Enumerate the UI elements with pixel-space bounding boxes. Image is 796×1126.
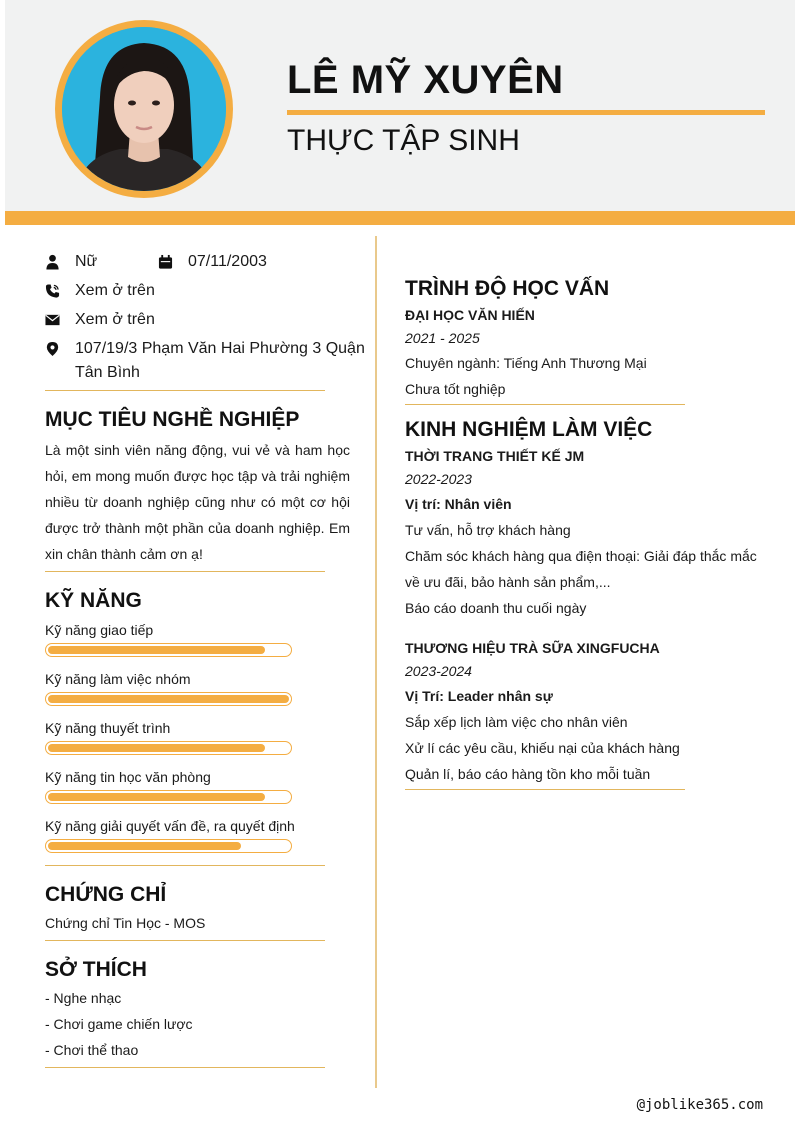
skill-item <box>45 816 365 853</box>
email-value: Xem ở trên <box>75 311 155 328</box>
job-entry <box>405 445 765 621</box>
column-divider <box>375 236 377 1088</box>
hobby-item: - Chơi thể thao <box>45 1042 139 1058</box>
skill-label: Kỹ năng giải quyết vấn đề, ra quyết định <box>45 818 295 834</box>
section-rule <box>45 940 325 941</box>
profile-photo-image <box>62 27 226 191</box>
skill-item <box>45 620 365 657</box>
skill-bar <box>45 643 292 657</box>
skill-label: Kỹ năng làm việc nhóm <box>45 671 191 687</box>
calendar-icon <box>158 250 188 274</box>
skill-bar-fill <box>48 793 265 801</box>
right-column <box>405 276 765 790</box>
person-icon <box>45 250 75 274</box>
section-rule <box>405 789 685 790</box>
job-company: THƯƠNG HIỆU TRÀ SỮA XINGFUCHA <box>405 640 660 656</box>
skill-bar <box>45 839 292 853</box>
hobbies-list <box>45 985 365 1063</box>
skill-bar-fill <box>48 646 265 654</box>
skill-bar <box>45 790 292 804</box>
education-school: ĐẠI HỌC VĂN HIẾN <box>405 307 535 323</box>
section-rule <box>45 390 325 391</box>
hobbies-title: SỞ THÍCH <box>45 958 147 981</box>
candidate-name: LÊ MỸ XUYÊN <box>287 58 564 102</box>
job-duty: Quản lí, báo cáo hàng tồn kho mỗi tuần <box>405 766 651 782</box>
hobby-item: - Chơi game chiến lược <box>45 1016 193 1032</box>
phone-value: Xem ở trên <box>75 282 155 299</box>
hobby-item: - Nghe nhạc <box>45 990 122 1006</box>
education-major: Chuyên ngành: Tiếng Anh Thương Mại <box>405 355 647 371</box>
section-rule <box>45 571 325 572</box>
skill-bar-fill <box>48 695 289 703</box>
skill-bar-fill <box>48 842 241 850</box>
job-entry <box>405 637 765 787</box>
job-duty: Chăm sóc khách hàng qua điện thoại: Giải đáp thắc mắc về ưu đãi, bảo hành sản phẩm,... <box>405 548 757 590</box>
name-underline <box>287 110 765 115</box>
left-column <box>45 250 365 1068</box>
objective-text: Là một sinh viên năng động, vui vẻ và ham học hỏi, em mong muốn được học tập và trải nghiệm nhiều từ doanh nghiệp cũng như có một cơ hội được trở thành một phần của doanh nghiệp. Em xin chân thành cảm ơn ạ! <box>45 442 350 562</box>
skill-bar <box>45 741 292 755</box>
phone-row <box>45 279 365 303</box>
job-duty: Tư vấn, hỗ trợ khách hàng <box>405 522 571 538</box>
job-duty: Xử lí các yêu cầu, khiếu nại của khách hàng <box>405 740 680 756</box>
skill-item <box>45 718 365 755</box>
section-rule <box>405 404 685 405</box>
objective-title: MỤC TIÊU NGHỀ NGHIỆP <box>45 408 300 431</box>
location-pin-icon <box>45 337 75 361</box>
skill-label: Kỹ năng giao tiếp <box>45 622 154 638</box>
job-position: Vị Trí: Leader nhân sự <box>405 688 553 704</box>
job-company: THỜI TRANG THIẾT KẾ JM <box>405 448 585 464</box>
education-period: 2021 - 2025 <box>405 330 480 346</box>
envelope-icon <box>45 308 75 332</box>
skill-label: Kỹ năng thuyết trình <box>45 720 171 736</box>
birthdate-group <box>158 250 267 274</box>
email-row <box>45 308 365 332</box>
skill-label: Kỹ năng tin học văn phòng <box>45 769 211 785</box>
job-duty: Báo cáo doanh thu cuối ngày <box>405 600 587 616</box>
section-rule <box>45 865 325 866</box>
skills-list <box>45 620 365 853</box>
birthdate-value: 07/11/2003 <box>188 253 267 270</box>
job-period: 2023-2024 <box>405 663 472 679</box>
skills-title: KỸ NĂNG <box>45 589 142 612</box>
profile-photo <box>55 20 233 198</box>
education-title: TRÌNH ĐỘ HỌC VẤN <box>405 277 610 300</box>
footer-watermark: @joblike365.com <box>636 1097 763 1113</box>
experience-title: KINH NGHIỆM LÀM VIỆC <box>405 418 653 441</box>
skill-bar-fill <box>48 744 265 752</box>
job-period: 2022-2023 <box>405 471 472 487</box>
address-row <box>45 337 365 385</box>
gender-row <box>45 250 365 274</box>
education-status: Chưa tốt nghiệp <box>405 381 506 397</box>
phone-icon <box>45 279 75 303</box>
header-accent-bar <box>5 211 795 225</box>
skill-bar <box>45 692 292 706</box>
skill-item <box>45 669 365 706</box>
skill-item <box>45 767 365 804</box>
candidate-role: THỰC TẬP SINH <box>287 124 520 157</box>
section-rule <box>45 1067 325 1068</box>
certificate-item: Chứng chỉ Tin Học - MOS <box>45 915 206 931</box>
gender-value: Nữ <box>75 253 98 270</box>
job-position: Vị trí: Nhân viên <box>405 496 512 512</box>
address-value: 107/19/3 Phạm Văn Hai Phường 3 Quận Tân Bình <box>75 340 365 381</box>
certificates-title: CHỨNG CHỈ <box>45 883 167 906</box>
contact-info <box>45 250 365 385</box>
job-duty: Sắp xếp lịch làm việc cho nhân viên <box>405 714 628 730</box>
